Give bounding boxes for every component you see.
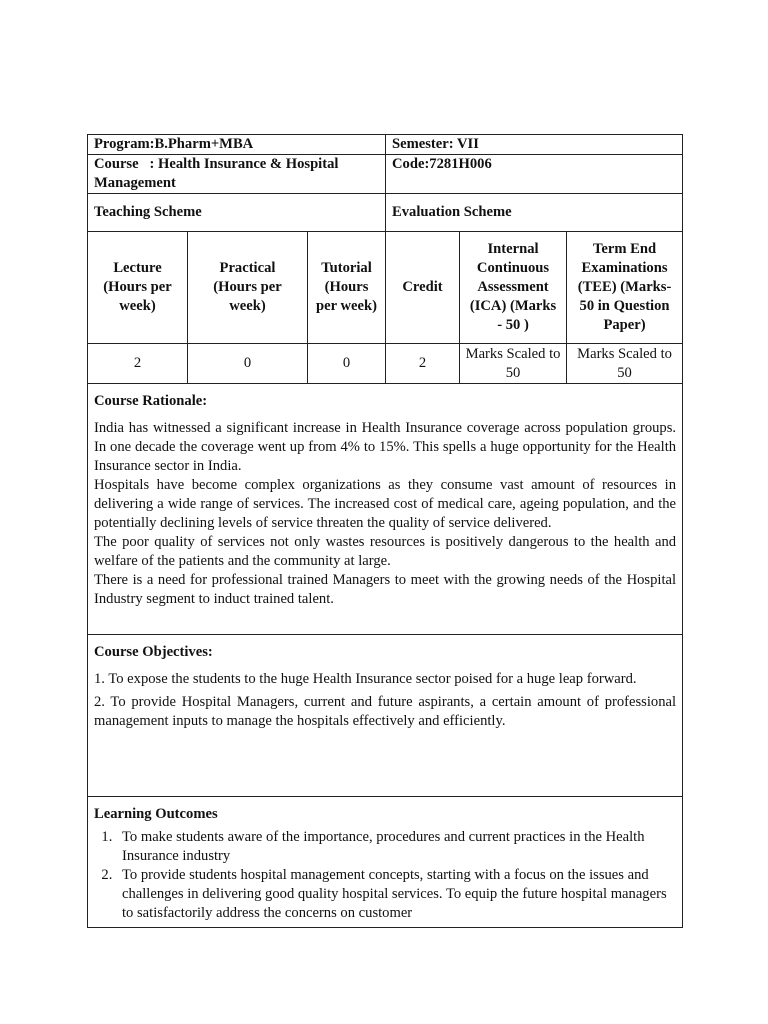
value-tutorial: 0: [308, 344, 386, 384]
value-credit: 2: [386, 344, 460, 384]
rationale-title: Course Rationale:: [94, 393, 208, 409]
outcomes-title: Learning Outcomes: [94, 806, 218, 822]
code-cell: Code:7281H006: [386, 155, 683, 194]
course-cell: Course : Health Insurance & Hospital Management: [88, 155, 386, 194]
learning-outcomes-section: [88, 797, 683, 928]
outcome-item: 2. To provide students hospital management concepts, starting with a focus on the issues and challenges in delivering good quality hospital services. To equip the future hospital managers to satisfactorily address the concerns on customer: [116, 866, 676, 923]
rationale-paragraph: India has witnessed a significant increase in Health Insurance coverage across population groups. In one decade the coverage went up from 4% to 15%. This spells a huge opportunity for the Health Insurance sector in India.: [94, 420, 677, 474]
value-practical: 0: [188, 344, 308, 384]
rationale-paragraph: The poor quality of services not only wastes resources is positively dangerous to the health and welfare of the patients and the community at large.: [94, 534, 677, 569]
objectives-title: Course Objectives:: [94, 644, 213, 660]
rationale-paragraph: There is a need for professional trained Managers to meet with the growing needs of the Hospital Industry segment to induct trained talent.: [94, 572, 677, 607]
value-lecture: 2: [88, 344, 188, 384]
evaluation-scheme-label: Evaluation Scheme: [386, 194, 683, 232]
rationale-paragraph: Hospitals have become complex organizations as they consume vast amount of resources in delivering a wide range of services. The increased cost of medical care, ageing population, and the potentially declining levels of service threaten the quality of service delivered.: [94, 477, 677, 531]
value-tee: Marks Scaled to 50: [567, 344, 683, 384]
header-tutorial: Tutorial (Hours per week): [308, 232, 386, 344]
semester-cell: Semester: VII: [386, 135, 683, 155]
course-objectives-section: [88, 635, 683, 797]
header-credit: Credit: [386, 232, 460, 344]
outcome-item: 1. To make students aware of the importance, procedures and current practices in the Health Insurance industry: [116, 828, 676, 866]
header-lecture: Lecture (Hours per week): [88, 232, 188, 344]
course-rationale-section: [88, 384, 683, 635]
header-ica: Internal Continuous Assessment (ICA) (Marks - 50 ): [460, 232, 567, 344]
teaching-scheme-label: Teaching Scheme: [88, 194, 386, 232]
value-ica: Marks Scaled to 50: [460, 344, 567, 384]
objective-item: 2. To provide Hospital Managers, current and future aspirants, a certain amount of professional management inputs to manage the hospitals effectively and efficiently.: [94, 694, 677, 729]
header-tee: Term End Examinations (TEE) (Marks- 50 in Question Paper): [567, 232, 683, 344]
program-cell: Program:B.Pharm+MBA: [88, 135, 386, 155]
header-practical: Practical (Hours per week): [188, 232, 308, 344]
course-syllabus-table: [87, 134, 683, 928]
objective-item: 1. To expose the students to the huge Health Insurance sector poised for a huge leap forward.: [94, 671, 637, 687]
